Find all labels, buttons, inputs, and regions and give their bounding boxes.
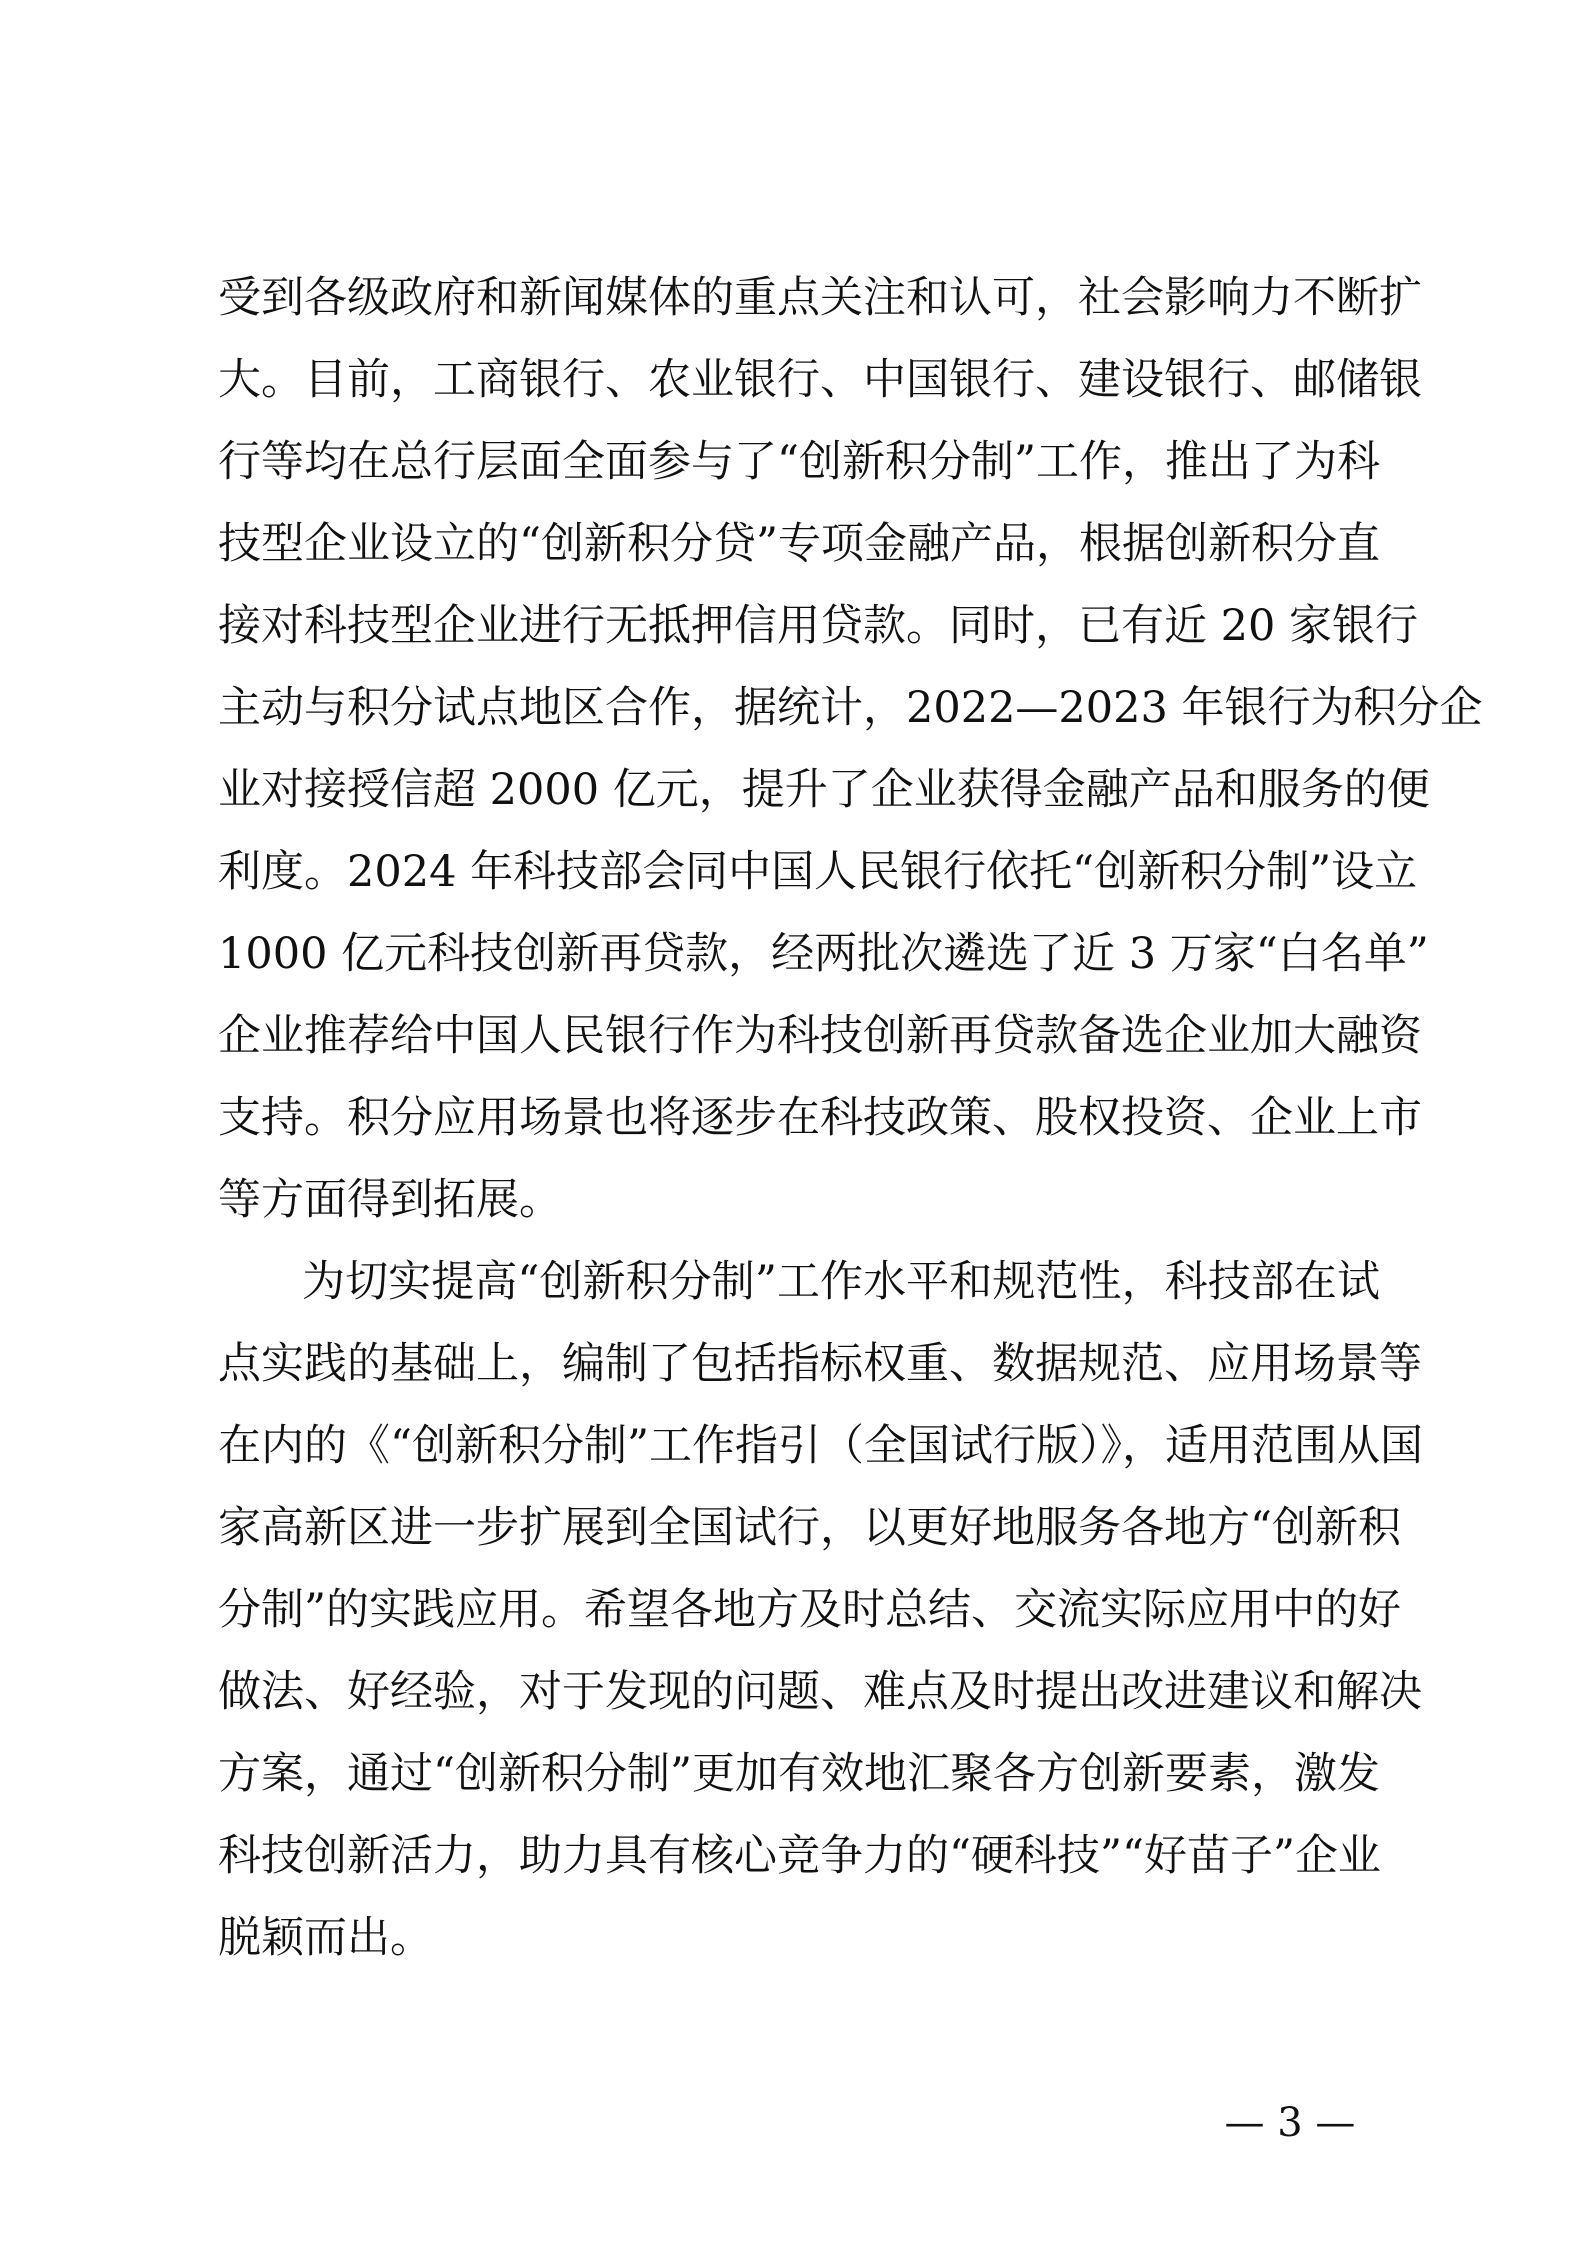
text-line: 分制”的实践应用。希望各地方及时总结、交流实际应用中的好 [218,1585,1401,1635]
text-line: 技型企业设立的“创新积分贷”专项金融产品，根据创新积分直 [218,519,1380,569]
text-line: 方案，通过“创新积分制”更加有效地汇聚各方创新要素，激发 [218,1749,1380,1799]
text-line: 家高新区进一步扩展到全国试行，以更好地服务各地方“创新积 [218,1503,1401,1553]
body-text [218,257,1483,1979]
page-number: — 3 — [1224,2100,1356,2146]
text-line: 支持。积分应用场景也将逐步在科技政策、股权投资、企业上市 [218,1093,1422,1143]
text-line: 等方面得到拓展。 [218,1175,562,1225]
paragraph [218,1241,1423,1979]
text-line: 1000 亿元科技创新再贷款，经两批次遴选了近 3 万家“白名单” [218,929,1429,979]
text-line: 脱颖而出。 [218,1913,433,1963]
text-line: 行等均在总行层面全面参与了“创新积分制”工作，推出了为科 [218,437,1380,487]
text-line: 做法、好经验，对于发现的问题、难点及时提出改进建议和解决 [218,1667,1422,1717]
text-line: 在内的《“创新积分制”工作指引（全国试行版）》，适用范围从国 [218,1421,1423,1471]
text-line: 业对接授信超 2000 亿元，提升了企业获得金融产品和服务的便 [218,765,1430,815]
text-line: 利度。2024 年科技部会同中国人民银行依托“创新积分制”设立 [218,847,1418,897]
text-line: 点实践的基础上，编制了包括指标权重、数据规范、应用场景等 [218,1339,1422,1389]
text-line: 受到各级政府和新闻媒体的重点关注和认可，社会影响力不断扩 [218,273,1422,323]
paragraph [218,257,1483,1241]
text-line: 科技创新活力，助力具有核心竞争力的“硬科技”“好苗子”企业 [218,1831,1381,1881]
text-line: 企业推荐给中国人民银行作为科技创新再贷款备选企业加大融资 [218,1011,1422,1061]
text-line: 为切实提高“创新积分制”工作水平和规范性，科技部在试 [302,1257,1380,1307]
text-line: 主动与积分试点地区合作，据统计，2022—2023 年银行为积分企 [218,683,1483,733]
text-line: 接对科技型企业进行无抵押信用贷款。同时，已有近 20 家银行 [218,601,1419,651]
text-line: 大。目前，工商银行、农业银行、中国银行、建设银行、邮储银 [218,355,1422,405]
